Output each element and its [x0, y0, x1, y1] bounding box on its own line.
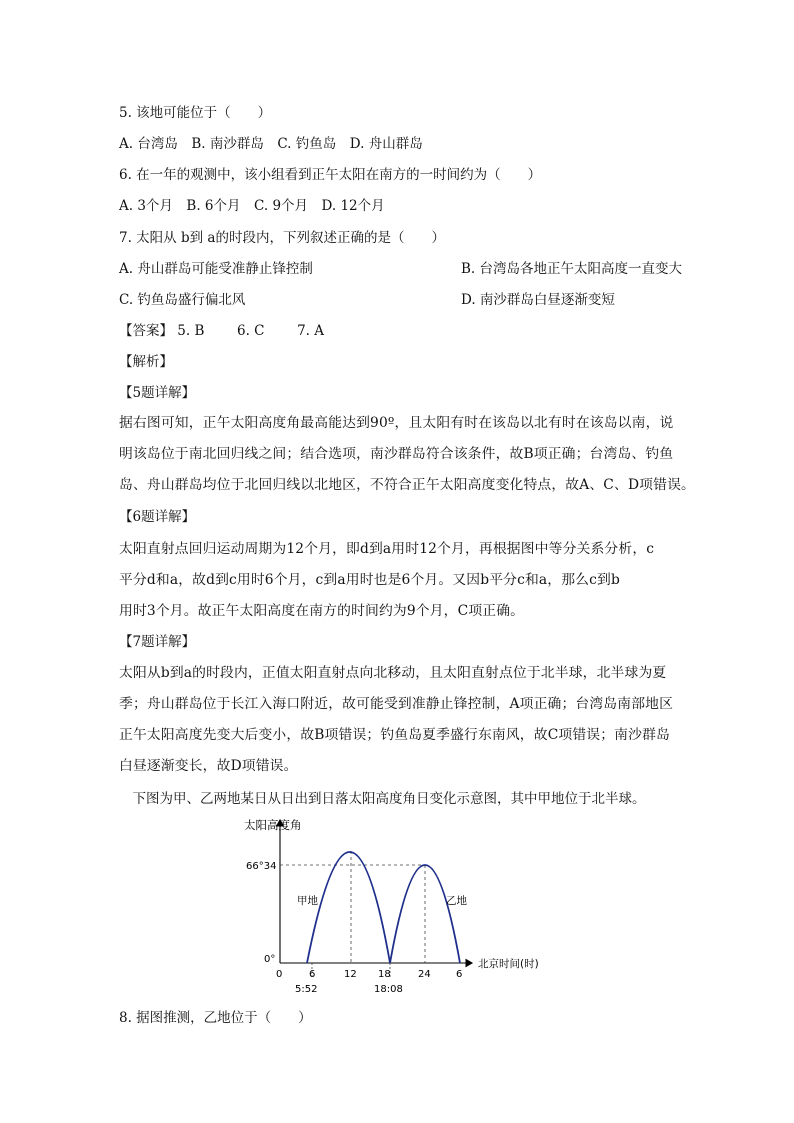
q7-option-a: A. 舟山群岛可能受准静止锋控制	[119, 261, 313, 277]
answer-line	[119, 321, 324, 341]
answer-6: 6. C	[236, 323, 265, 339]
x-tick: 6	[456, 969, 463, 980]
d7-line: 太阳从b到a的时段内，正值太阳直射点向北移动，且太阳直射点位于北半球，北半球为夏	[119, 665, 667, 681]
d7-title: 【7题详解】	[119, 634, 196, 650]
q6-options: A. 3个月 B. 6个月 C. 9个月 D. 12个月	[119, 198, 385, 214]
d7-line: 季；舟山群岛位于长江入海口附近，故可能受到准静止锋控制，A项正确；台湾岛南部地区	[119, 696, 674, 712]
d6-line: 太阳直射点回归运动周期为12个月，即d到a用时12个月，再根据图中等分关系分析，c	[119, 541, 655, 557]
series-label-jia: 甲地	[297, 895, 318, 907]
d6-line: 用时3个月。故正午太阳高度在南方的时间约为9个月，C项正确。	[119, 603, 525, 619]
series-label-yi: 乙地	[446, 895, 467, 907]
sun-altitude-chart	[0, 810, 794, 1020]
jia-curve	[307, 852, 390, 963]
answer-7: 7. A	[297, 323, 325, 339]
x-axis-label: 北京时间(时)	[478, 958, 539, 970]
answer-5: 5. B	[177, 323, 205, 339]
x-tick: 6	[309, 969, 316, 980]
d7-line: 白昼逐渐变长，故D项错误。	[119, 758, 298, 774]
analysis-label: 【解析】	[119, 354, 173, 370]
q7-options-row1	[119, 259, 683, 279]
q7-option-d: D. 南沙群岛白昼逐渐变短	[461, 292, 615, 308]
d5-line: 明该岛位于南北回归线之间；结合选项，南沙群岛符合该条件，故B项正确；台湾岛、钓鱼	[119, 446, 674, 462]
y-tick-peak: 66°34	[246, 861, 277, 872]
answer-label: 【答案】	[119, 323, 173, 339]
d7-body	[119, 658, 677, 782]
y-tick-zero: 0°	[264, 954, 276, 965]
d5-line: 岛、舟山群岛均位于北回归线以北地区，不符合正午太阳高度变化特点，故A、C、D项错误。	[119, 477, 695, 493]
d7-line: 正午太阳高度先变大后变小，故B项错误；钓鱼岛夏季盛行东南风，故C项错误；南沙群岛	[119, 727, 670, 743]
q7-option-c: C. 钓鱼岛盛行偏北风	[119, 292, 246, 308]
d6-line: 平分d和a，故d到c用时6个月，c到a用时也是6个月。又因b平分c和a，那么c到b	[119, 572, 620, 588]
d6-title: 【6题详解】	[119, 509, 196, 525]
q7-stem: 7. 太阳从 b到 a的时段内，下列叙述正确的是（ ）	[119, 230, 445, 246]
d5-body	[119, 408, 695, 501]
sunrise-time-label: 5:52	[295, 984, 318, 995]
chart-intro: 下图为甲、乙两地某日从日出到日落太阳高度角日变化示意图，其中甲地位于北半球。	[119, 791, 646, 807]
y-axis-label: 太阳高度角	[244, 818, 302, 832]
d5-line: 据右图可知，正午太阳高度角最高能达到90º，且太阳有时在该岛以北有时在该岛以南，说	[119, 415, 674, 431]
q7-options-row2	[119, 290, 615, 310]
x-tick: 0	[276, 969, 283, 980]
d5-title: 【5题详解】	[119, 385, 196, 401]
sunset-time-label: 18:08	[374, 984, 403, 995]
x-tick: 24	[418, 969, 431, 980]
d6-body	[119, 534, 677, 627]
q6-stem: 6. 在一年的观测中，该小组看到正午太阳在南方的一时间约为（ ）	[119, 167, 542, 183]
q7-option-b: B. 台湾岛各地正午太阳高度一直变大	[461, 261, 683, 277]
q5-stem: 5. 该地可能位于（ ）	[119, 105, 272, 121]
q8-stem: 8. 据图推测，乙地位于（ ）	[119, 1010, 312, 1026]
x-tick: 12	[344, 969, 357, 980]
x-tick: 18	[378, 969, 391, 980]
q5-options: A. 台湾岛 B. 南沙群岛 C. 钓鱼岛 D. 舟山群岛	[119, 136, 423, 152]
